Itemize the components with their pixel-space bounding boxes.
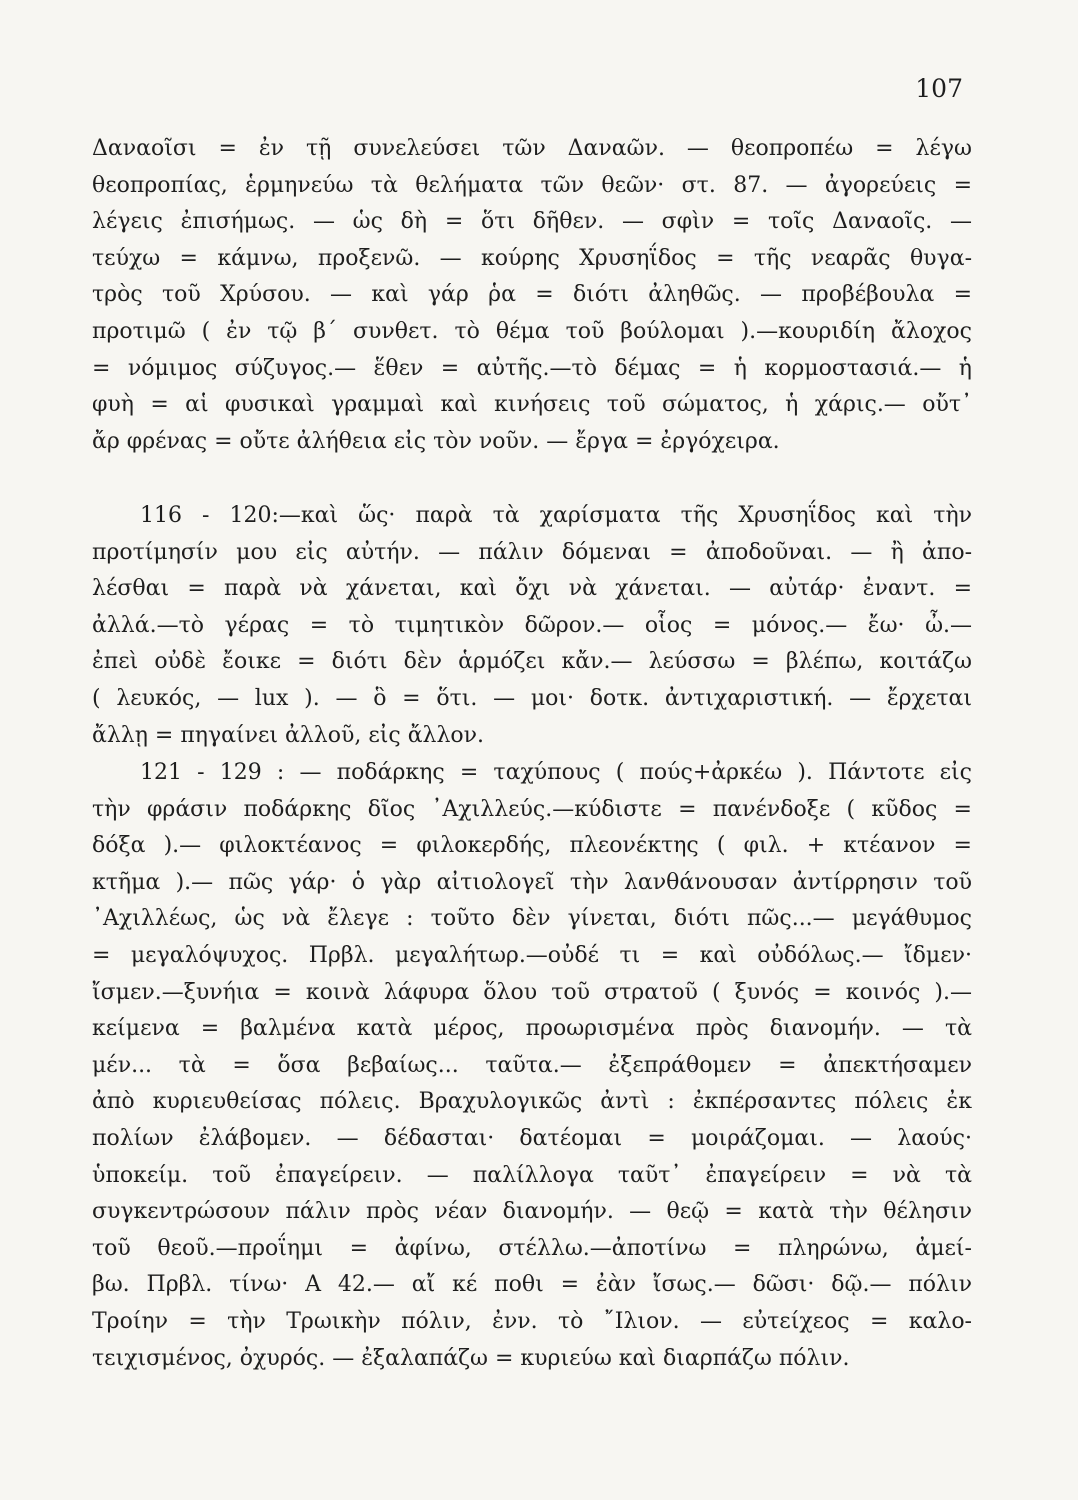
text-line: ἄρ φρένας = οὔτε ἀλήθεια εἰς τὸν νοῦν. — ἔργα = ἐργόχειρα. — [92, 428, 780, 454]
text-line: Τροίην = τὴν Τρωικὴν πόλιν, ἐνν. τὸ ῎Ιλιον. — εὐτείχεος = καλο- — [92, 1308, 972, 1334]
text-line: τεύχω = κάμνω, προξενῶ. — κούρης Χρυσηΐδος = τῆς νεαρᾶς θυγα- — [92, 245, 972, 271]
text-line: ἀπὸ κυριευθείσας πόλεις. Βραχυλογικῶς ἀντὶ : ἐκπέρσαντες πόλεις ἐκ — [92, 1089, 972, 1115]
text-line: ἄλλῃ = πηγαίνει ἀλλοῦ, εἰς ἄλλον. — [92, 722, 485, 748]
text-line: δόξα ).— φιλοκτέανος = φιλοκερδής, πλεονέκτης ( φιλ. + κτέανον = — [92, 833, 972, 859]
paragraph-3 — [92, 755, 972, 1377]
text-line: 121 - 129 : — ποδάρκης = ταχύπους ( πούς+ἀρκέω ). Πάντοτε εἰς — [140, 760, 972, 785]
text-line: θεοπροπίας, ἑρμηνεύω τὰ θελήματα τῶν θεῶν· στ. 87. — ἀγορεύεις = — [92, 172, 972, 198]
text-line: λέσθαι = παρὰ νὰ χάνεται, καὶ ὄχι νὰ χάνεται. — αὐτάρ· ἐναντ. = — [92, 576, 972, 602]
text-line: = μεγαλόψυχος. Πρβλ. μεγαλήτωρ.—οὐδέ τι = καὶ οὐδόλως.— ἴδμεν· — [92, 942, 972, 968]
text-line: ᾿Αχιλλέως, ὡς νὰ ἔλεγε : τοῦτο δὲν γίνεται, διότι πῶς...— μεγάθυμος — [92, 906, 972, 932]
text-line: ἀλλά.—τὸ γέρας = τὸ τιμητικὸν δῶρον.— οἷος = μόνος.— ἔω· ὦ.— — [92, 612, 972, 638]
text-line: τοῦ θεοῦ.—προΐημι = ἀφίνω, στέλλω.—ἀποτίνω = πληρώνω, ἀμεί- — [92, 1235, 972, 1261]
text-line: τειχισμένος, ὀχυρός. — ἐξαλαπάζω = κυριεύω καὶ διαρπάζω πόλιν. — [92, 1345, 850, 1371]
text-line: προτιμῶ ( ἐν τῷ β΄ συνθετ. τὸ θέμα τοῦ βούλομαι ).—κουριδίη ἄλοχος — [92, 318, 972, 344]
text-line: ἐπεὶ οὐδὲ ἔοικε = διότι δὲν ἁρμόζει κἄν.— λεύσσω = βλέπω, κοιτάζω — [92, 649, 972, 675]
paragraph-1 — [92, 131, 972, 460]
text-line: ἴσμεν.—ξυνήια = κοινὰ λάφυρα ὅλου τοῦ στρατοῦ ( ξυνός = κοινός ).— — [92, 979, 972, 1005]
paragraph-2 — [92, 498, 972, 754]
text-line: μέν... τὰ = ὅσα βεβαίως... ταῦτα.— ἐξεπράθομεν = ἀπεκτήσαμεν — [92, 1052, 972, 1078]
page-number: 107 — [915, 74, 963, 103]
text-line: τρὸς τοῦ Χρύσου. — καὶ γάρ ῥα = διότι ἀληθῶς. — προβέβουλα = — [92, 282, 972, 308]
text-line: ( λευκός, — lux ). — ὃ = ὅτι. — μοι· δοτκ. ἀντιχαριστική. — ἔρχεται — [92, 685, 972, 711]
text-line: προτίμησίν μου εἰς αὐτήν. — πάλιν δόμεναι = ἀποδοῦναι. — ἢ ἀπο- — [92, 539, 972, 565]
text-line: κτῆμα ).— πῶς γάρ· ὁ γὰρ αἰτιολογεῖ τὴν λανθάνουσαν ἀντίρρησιν τοῦ — [92, 869, 972, 895]
text-line: λέγεις ἐπισήμως. — ὡς δὴ = ὅτι δῆθεν. — σφὶν = τοῖς Δαναοῖς. — — [92, 209, 972, 235]
text-line: συγκεντρώσουν πάλιν πρὸς νέαν διανομήν. — θεῷ = κατὰ τὴν θέλησιν — [92, 1199, 972, 1225]
text-line: κείμενα = βαλμένα κατὰ μέρος, προωρισμένα πρὸς διανομήν. — τὰ — [92, 1016, 972, 1042]
text-line: = νόμιμος σύζυγος.— ἕθεν = αὐτῆς.—τὸ δέμας = ἡ κορμοστασιά.— ἡ — [92, 355, 972, 381]
text-line: φυὴ = αἱ φυσικαὶ γραμμαὶ καὶ κινήσεις τοῦ σώματος, ἡ χάρις.— οὔτ᾽ — [92, 392, 972, 418]
text-line: Δαναοῖσι = ἐν τῇ συνελεύσει τῶν Δαναῶν. — θεοπροπέω = λέγω — [92, 136, 972, 161]
text-line: 116 - 120:—καὶ ὥς· παρὰ τὰ χαρίσματα τῆς Χρυσηΐδος καὶ τὴν — [140, 503, 972, 528]
text-line: τὴν φράσιν ποδάρκης δῖος ᾿Αχιλλεύς.—κύδιστε = πανένδοξε ( κῦδος = — [92, 796, 972, 822]
text-line: πολίων ἐλάβομεν. — δέδασται· δατέομαι = μοιράζομαι. — λαούς· — [92, 1125, 972, 1151]
text-line: ὑποκείμ. τοῦ ἐπαγείρειν. — παλίλλογα ταῦτ᾽ ἐπαγείρειν = νὰ τὰ — [92, 1162, 972, 1188]
text-line: βω. Πρβλ. τίνω· Α 42.— αἴ κέ ποθι = ἐὰν ἴσως.— δῶσι· δῷ.— πόλιν — [92, 1272, 972, 1298]
